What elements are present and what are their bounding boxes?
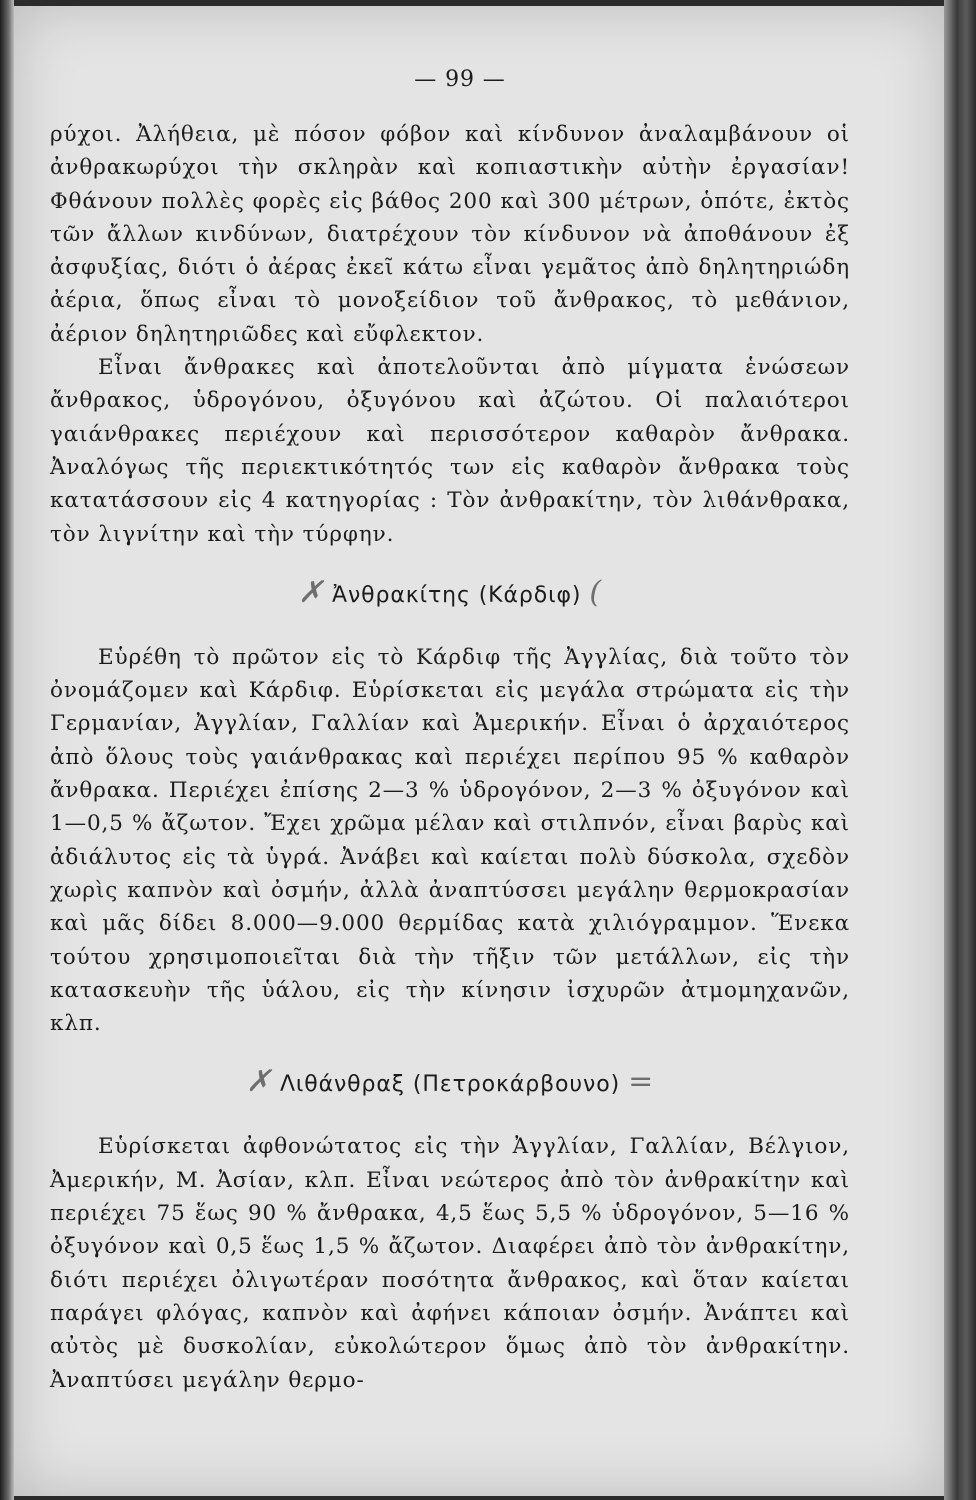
page-number: — 99 — <box>414 67 506 92</box>
handwritten-mark-icon: ( <box>589 574 602 610</box>
paragraph-intro-2: Εἶναι ἄνθρακες καὶ ἀποτελοῦνται ἀπὸ μίγματα ἑνώσεων ἄνθρακος, ὑδρογόνου, ὀξυγόνου καὶ ἀζώτου. Οἱ παλαιότεροι γαιάνθρακες περιέχουν καὶ περισσότερον καθαρὸν ἄνθρακα. Ἀναλόγως τῆς περιεκτικότητός των εἰς καθαρὸν ἄνθρακα τοὺς κατατάσσουν εἰς 4 κατηγορίας : Τὸν ἀνθρακίτην, τὸν λιθάνθρακα, τὸν λιγνίτην καὶ τὴν τύρφην. <box>50 355 850 547</box>
paragraph-anthracite: Εὑρέθη τὸ πρῶτον εἰς τὸ Κάρδιφ τῆς Ἀγγλίας, διὰ τοῦτο τὸν ὀνομάζομεν καὶ Κάρδιφ. Εὑρίσκεται εἰς μεγάλα στρώματα εἰς τὴν Γερμανίαν, Ἀγγλίαν, Γαλλίαν καὶ Ἀμερικήν. Εἶναι ὁ ἀρχαιότερος ἀπὸ ὅλους τοὺς γαιάνθρακας καὶ περιέχει περίπου 95 % καθαρὸν ἄνθρακα. Περιέχει ἐπίσης 2—3 % ὑδρογόνον, 2—3 % ὀξυγόνον καὶ 1—0,5 % ἄζωτον. Ἔχει χρῶμα μέλαν καὶ στιλπνόν, εἶναι βαρὺς καὶ ἀδιάλυτος εἰς τὰ ὑγρά. Ἀνάβει καὶ καίεται πολὺ δύσκολα, σχεδὸν χωρὶς καπνὸν καὶ ὀσμήν, ἀλλὰ ἀναπτύσσει μεγάλην θερμοκρασίαν καὶ μᾶς δίδει 8.000—9.000 θερμίδας κατὰ χιλιόγραμμον. Ἕνεκα τούτου χρησιμοποιεῖται διὰ τὴν τῆξιν τῶν μετάλλων, εἰς τὴν κατασκευὴν τῆς ὑάλου, εἰς τὴν κίνησιν ἰσχυρῶν ἀτμομηχανῶν, κλπ. <box>50 644 850 1037</box>
book-spine-edge <box>0 0 14 1500</box>
section-heading-coal-text: Λιθάνθραξ (Πετροκάρβουνο) <box>279 1072 621 1098</box>
page-right-edge <box>944 0 976 1500</box>
handwritten-mark-icon: ✗ <box>245 1064 272 1100</box>
handwritten-mark-icon: ✗ <box>297 574 325 610</box>
handwritten-mark-icon: = <box>628 1064 655 1100</box>
page-content <box>50 60 850 1397</box>
section-heading-anthracite <box>50 557 850 629</box>
paragraph-intro-1: ρύχοι. Ἀλήθεια, μὲ πόσον φόβον καὶ κίνδυνον ἀναλαμβάνουν οἱ ἀνθρακωρύχοι τὴν σκληρὰν καὶ κοπιαστικὴν αὐτὴν ἐργασίαν! Φθάνουν πολλὲς φορὲς εἰς βάθος 200 καὶ 300 μέτρων, ὁπότε, ἐκτὸς τῶν ἄλλων κινδύνων, διατρέχουν τὸν κίνδυνον νὰ ἀποθάνουν ἐξ ἀσφυξίας, διότι ὁ ἀέρας ἐκεῖ κάτω εἶναι γεμᾶτος ἀπὸ δηλητηριώδη ἀέρια, ὅπως εἶναι τὸ μονοξείδιον τοῦ ἄνθρακος, τὸ μεθάνιον, ἀέριον δηλητηριῶδες καὶ εὔφλεκτον. <box>50 122 850 347</box>
paragraph-coal: Εὑρίσκεται ἀφθονώτατος εἰς τὴν Ἀγγλίαν, Γαλλίαν, Βέλγιον, Ἀμερικήν, Μ. Ἀσίαν, κλπ. Εἶναι νεώτερος ἀπὸ τὸν ἀνθρακίτην καὶ περιέχει 75 ἕως 90 % ἄνθρακα, 4,5 ἕως 5,5 % ὑδρογόνον, 5—16 % ὀξυγόνον καὶ 0,5 ἕως 1,5 % ἄζωτον. Διαφέρει ἀπὸ τὸν ἀνθρακίτην, διότι περιέχει ὀλιγωτέραν ποσότητα ἄνθρακος, καὶ ὅταν καίεται παράγει φλόγας, καπνὸν καὶ ἀφήνει κάποιαν ὀσμήν. Ἀνάπτει καὶ αὐτὸς μὲ δυσκολίαν, εὐκολώτερον ὅμως ἀπὸ τὸν ἀνθρακίτην. Ἀναπτύσει μεγάλην θερμο- <box>50 1134 850 1393</box>
section-heading-anthracite-text: Ἀνθρακίτης (Κάρδιφ) <box>332 582 582 608</box>
section-heading-coal <box>50 1046 850 1118</box>
